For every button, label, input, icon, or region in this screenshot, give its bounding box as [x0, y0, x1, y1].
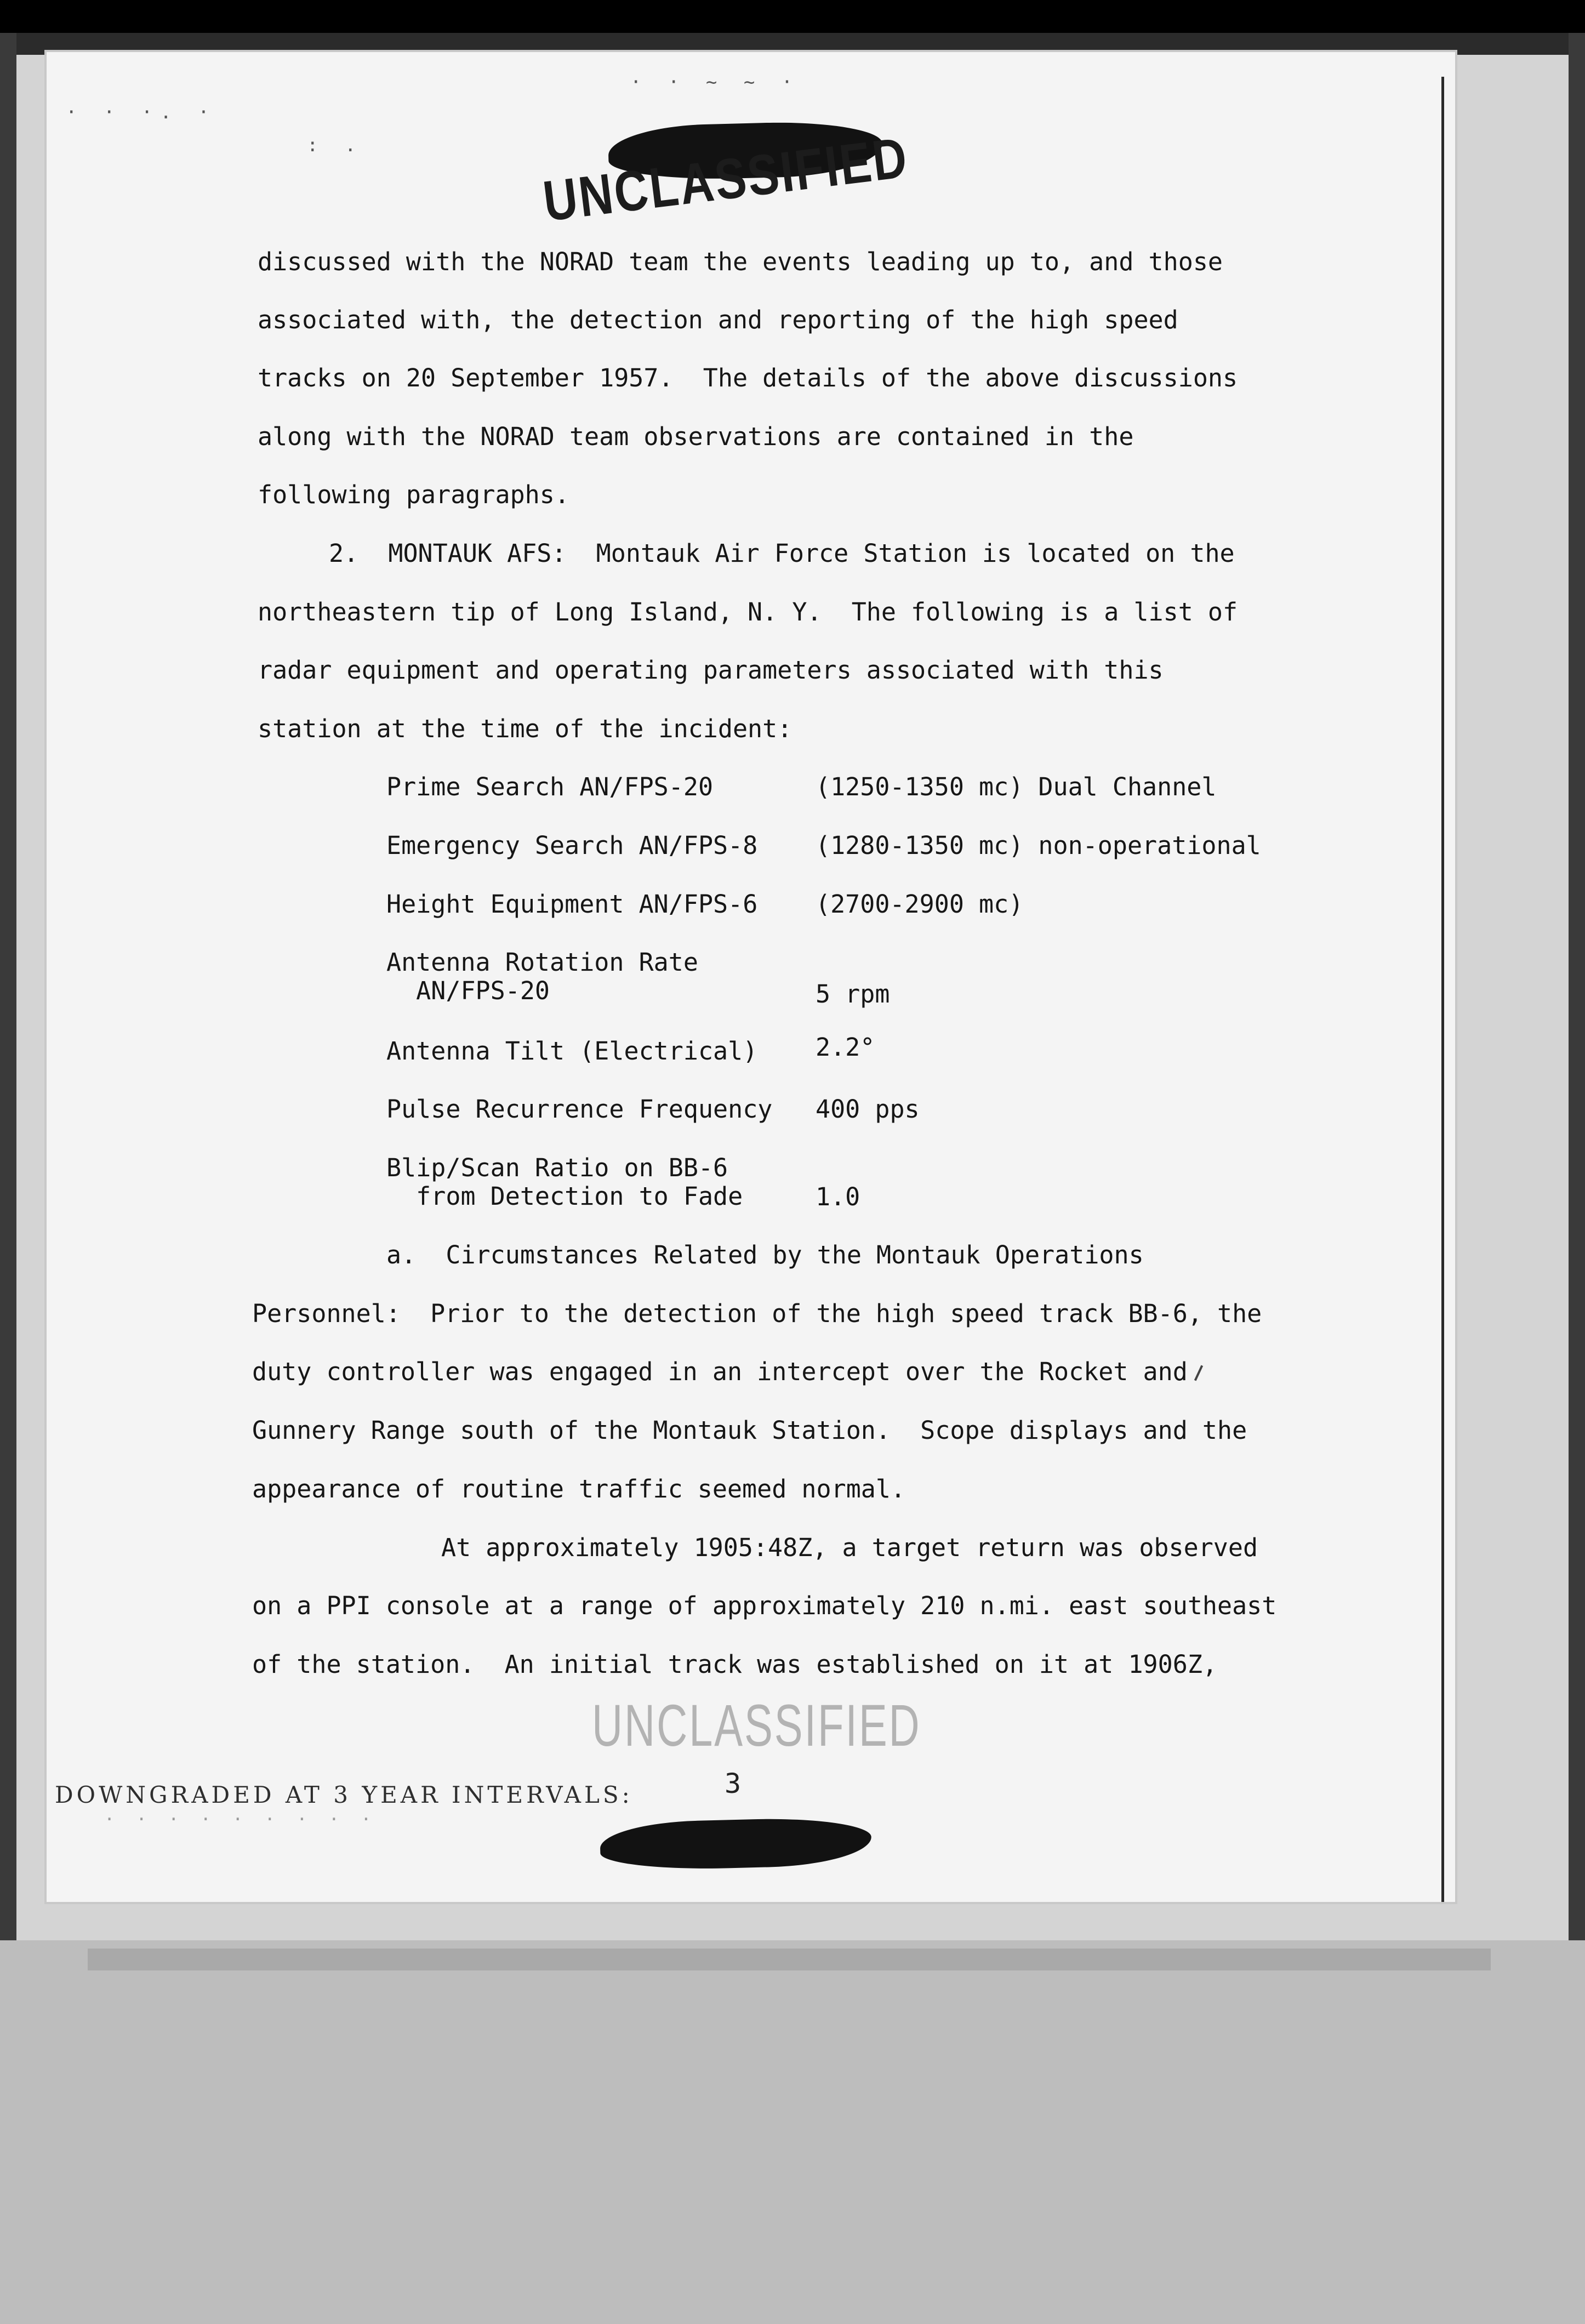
param-label: Height Equipment AN/FPS-6: [386, 890, 758, 919]
param-value: 2.2°: [816, 1033, 875, 1062]
param-label: Emergency Search AN/FPS-8: [386, 831, 758, 860]
param-value: 5 rpm: [816, 979, 890, 1009]
body-line: on a PPI console at a range of approximately 210 n.mi. east southeast: [252, 1591, 1277, 1620]
subsection-a-heading-line: a. Circumstances Related by the Montauk Operations: [386, 1240, 1144, 1269]
page-edge-line: [1441, 77, 1444, 1902]
scan-specks: · · ·. ·: [66, 101, 217, 123]
body-line: appearance of routine traffic seemed normal.: [252, 1474, 906, 1503]
body-line: of the station. An initial track was established on it at 1906Z,: [252, 1650, 1217, 1679]
unclassified-stamp-bottom: UNCLASSIFIED: [592, 1692, 921, 1758]
body-line: along with the NORAD team observations are contained in the: [258, 422, 1134, 451]
body-line: duty controller was engaged in an intercept over the Rocket and: [252, 1357, 1188, 1386]
faint-footer-marks: · · · · · · · · ·: [104, 1809, 377, 1830]
downgrade-notice: DOWNGRADED AT 3 YEAR INTERVALS:: [55, 1781, 633, 1808]
film-edge-top: [0, 0, 1585, 33]
film-frame-bottom-shadow: [88, 1949, 1491, 1970]
film-frame-bottom: [0, 1940, 1585, 2324]
body-line: following paragraphs.: [258, 480, 569, 509]
page-number: 3: [725, 1768, 742, 1799]
param-label: Pulse Recurrence Frequency: [386, 1095, 773, 1124]
body-line: northeastern tip of Long Island, N. Y. The following is a list of: [258, 597, 1238, 626]
body-line: discussed with the NORAD team the events leading up to, and those: [258, 247, 1223, 276]
film-edge-right: [1569, 33, 1585, 2006]
body-line: At approximately 1905:48Z, a target return was observed: [441, 1533, 1258, 1562]
param-value: (2700-2900 mc): [816, 890, 1024, 919]
body-line: associated with, the detection and reporting of the high speed: [258, 305, 1178, 334]
param-value: 1.0: [816, 1182, 860, 1211]
scan-specks: · · ~ ~ ·: [630, 71, 801, 93]
param-label: Prime Search AN/FPS-20: [386, 772, 714, 801]
section-2-heading-line: 2. MONTAUK AFS: Montauk Air Force Station is located on the: [329, 539, 1235, 568]
film-frame-top: [0, 33, 1585, 55]
film-edge-left: [0, 33, 16, 2006]
param-value: (1250-1350 mc) Dual Channel: [816, 772, 1217, 801]
body-line: radar equipment and operating parameters associated with this: [258, 656, 1164, 685]
param-label: Antenna Tilt (Electrical): [386, 1036, 758, 1066]
scan-specks: : .: [307, 134, 364, 156]
param-label: Antenna Rotation Rate AN/FPS-20: [386, 948, 698, 1005]
unclassified-stamp-top: UNCLASSIFIED: [540, 126, 912, 234]
body-line: Personnel: Prior to the detection of the high speed track BB-6, the: [252, 1299, 1262, 1328]
body-line: station at the time of the incident:: [258, 714, 793, 743]
param-label: Blip/Scan Ratio on BB-6 from Detection to Fade: [386, 1153, 743, 1211]
param-value: 400 pps: [816, 1095, 920, 1124]
body-line: tracks on 20 September 1957. The details of the above discussions: [258, 363, 1238, 392]
param-value: (1280-1350 mc) non-operational: [816, 831, 1261, 860]
body-line: Gunnery Range south of the Montauk Station. Scope displays and the: [252, 1416, 1247, 1445]
